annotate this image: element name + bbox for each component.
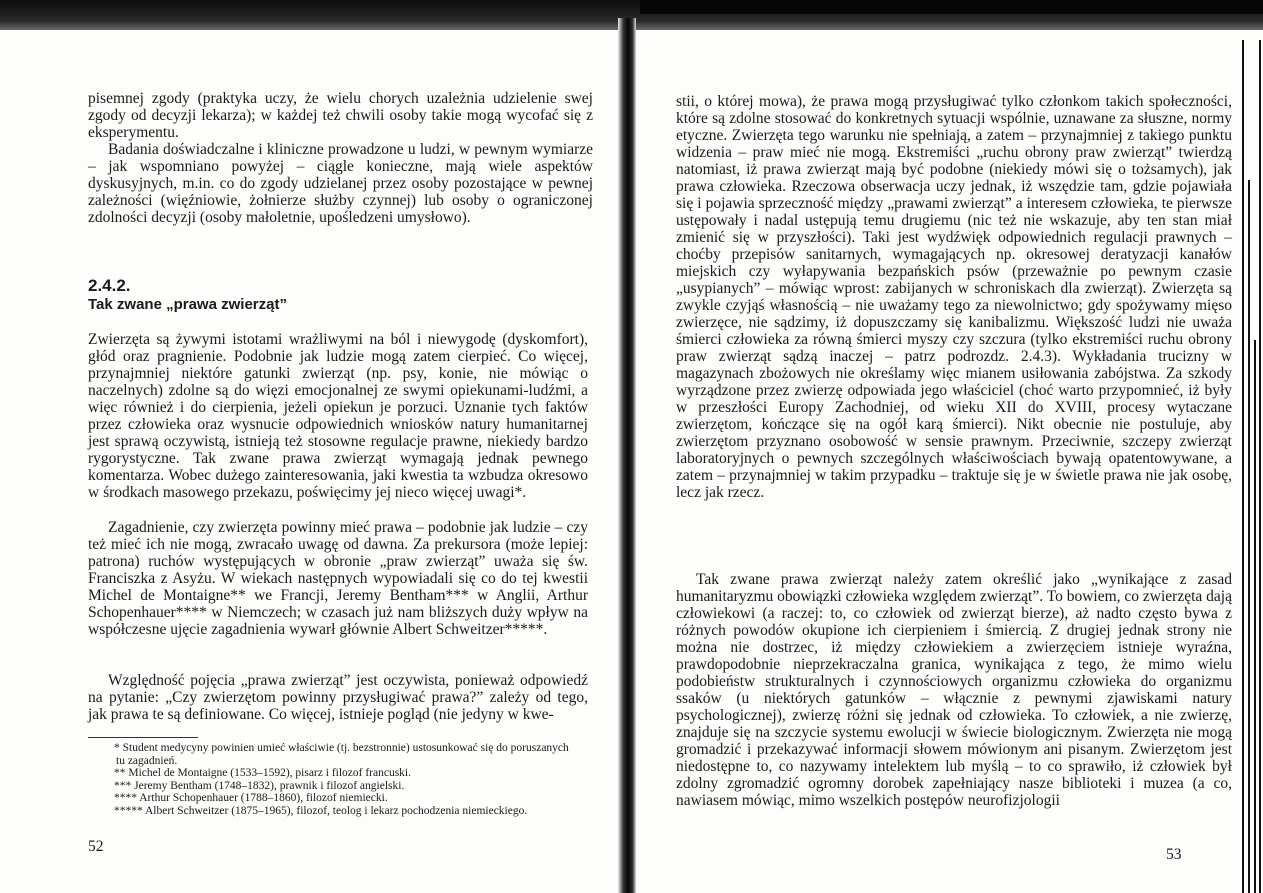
section-number: 2.4.2. [88,276,131,295]
section-paragraph-2: Zagadnienie, czy zwierzęta powinny mieć prawa – podobnie jak ludzie – czy też mieć ich nie mogą, zwracało uwagę od dawna. Za prekursora (może lepiej: patrona) ruchów występujących w obronie „praw zwierząt” uważa się św. Franciszka z Asyżu. W wiekach następnych wypowiadali się co do tej kwestii Michel de Montaigne** we Francji, Jeremy Bentham*** w Anglii, Arthur Schopenhauer**** w Niemczech; w czasach już nam bliższych duży wpływ na współczesne ujęcie zagadnienia wywarł głównie Albert Schweitzer*****. [88,519,588,638]
page-number-right: 53 [1166,846,1182,863]
footnotes [88,742,580,817]
section-title: Tak zwane „prawa zwierząt” [88,296,287,313]
section-paragraph-3: Względność pojęcia „prawa zwierząt” jest oczywista, ponieważ odpowiedź na pytanie: „Czy zwierzętom powinny przysługiwać prawa?” zależy od tego, jak prawa te są definiowane. Co więcej, istnieje pogląd (nie jedyny w kwe- [88,672,588,723]
footnote-1: * Student medycyny powinien umieć właściwie (tj. bezstronnie) ustosunkować się do poruszanych tu zagadnień. [114,742,569,767]
right-paragraph-1: stii, o której mowa), że prawa mogą przysługiwać tylko członkom takich społeczności, które są zdolne stosować do konkretnych sytuacji wspólnie, uznawane za słuszne, normy etyczne. Zwierzęta tego warunku nie spełniają, a zatem – przynajmniej z takiego punktu widzenia – praw mieć nie mogą. Ekstremiści „ruchu obrony praw zwierząt” twierdzą natomiast, iż prawa zwierząt mają być podobne (niekiedy mówi się o tożsamych), jak prawa człowieka. Rzeczowa obserwacja uczy jednak, iż wszędzie tam, gdzie pojawiała się i pojawia sprzeczność między „prawami zwierząt” a interesem człowieka, te pierwsze ustępowały i nadal ustępują temu drugiemu (nic też nie wskazuje, aby ten stan miał zmienić się w przyszłości). Taki jest wydźwięk odpowiednich regulacji prawnych – choćby przepisów sanitarnych, wymagających np. okresowej deratyzacji kanałów miejskich czy wyłapywania bezpańskich psów (przeważnie po pewnym czasie „usypianych” – mówiąc wprost: zabijanych w schroniskach dla zwierząt). Zwierzęta są zwykle czyjąś własnością – nie uważamy tego za niewolnictwo; gdy spożywamy mięso zwierzęce, nie sądzimy, iż dopuszczamy się kanibalizmu. Większość ludzi nie uważa śmierci człowieka za równą śmierci myszy czy szczura (tylko ekstremiści ruchu obrony praw zwierząt sądzą inaczej – patrz podrozdz. 2.4.3). Wykładania trucizny w magazynach zbożowych nie określamy więc mianem usiłowania zabójstwa. Za szkody wyrządzone przez zwierzę odpowiada jego właściciel (choć warto przypomnieć, iż były w przeszłości Europy Zachodniej, od wieku XII do XVIII, procesy wytaczane zwierzętom, kończące się na ogół karą śmierci). Nikt obecnie nie postuluje, aby zwierzętom przyznano osobowość w sensie prawnym. Przeciwnie, szczepy zwierząt laboratoryjnych o pewnych szczególnych właściwościach bywają opatentowywane, a zatem – przynajmniej w takim przypadku – traktuje się je w świetle prawa nie jak osobę, lecz jak rzecz. [676,93,1232,501]
footnote-2: ** Michel de Montaigne (1533–1592), pisarz i filozof francuski. [114,767,412,779]
book-spine [618,18,636,893]
footnote-3: *** Jeremy Bentham (1748–1832), prawnik i filozof angielski. [114,779,405,792]
right-paragraph-2: Tak zwane prawa zwierząt należy zatem określić jako „wynikające z zasad humanitaryzmu obowiązki człowieka względem zwierząt”. To bowiem, co zwierzęta dają człowiekowi (a raczej: to, co człowiek od zwierząt bierze), aż nadto często bywa z różnych powodów okupione ich cierpieniem i śmiercią. Z drugiej jednak strony nie można nie dostrzec, iż między człowiekiem a zwierzęciem istnieje wyraźna, prawdopodobnie nieprzekraczalna granica, wynikająca z tego, że mimo wielu podobieństw strukturalnych i czynnościowych organizmu człowieka do organizmu ssaków (u niektórych gatunków – włącznie z pewnymi zjawiskami natury psychologicznej), zwierzę różni się jednak od człowieka. To człowiek, a nie zwierzę, znajduje się na szczycie systemu ewolucji w świecie biologicznym. Zwierzęta nie mogą gromadzić i przekazywać informacji słowem mówionym ani pisanym. Zwierzętom jest niedostępne to, co nazywamy intelektem lub myślą – to co sprawiło, iż człowiek był zdolny zgromadzić ogromny dorobek zapełniający nasze biblioteki i muzea (a co, nawiasem mówiąc, mimo wszelkich postępów neurofizjologii [676,571,1232,809]
section-paragraph-1: Zwierzęta są żywymi istotami wrażliwymi na ból i niewygodę (dyskomfort), głód oraz pragnienie. Podobnie jak ludzie mogą zatem cierpieć. Co więcej, przynajmniej niektóre gatunki zwierząt (np. psy, konie, nie mówiąc o naczelnych) zdolne są do więzi emocjonalnej ze swymi opiekunami-ludźmi, a więc również i do cierpienia, jeżeli opiekun je porzuci. Uznanie tych faktów przez człowieka oraz wysnucie odpowiednich wniosków natury humanitarnej jest sprawą oczywistą, istnieją też stosowne regulacje prawne, niekiedy bardzo rygorystyczne. Tak zwane prawa zwierząt wymagają jednak pewnego komentarza. Wobec dużego zainteresowania, jaki kwestia ta wzbudza okresowo w środkach masowego przekazu, poświęcimy jej nieco więcej uwagi*. [88,331,588,501]
page-edge-stripes [1236,40,1263,893]
footnote-5: ***** Albert Schweitzer (1875–1965), filozof, teolog i lekarz pochodzenia niemieckiego. [114,804,528,817]
left-paragraph-1: pisemnej zgody (praktyka uczy, że wielu chorych uzależnia udzielenie swej zgody od decyzji lekarza); w każdej też chwili osoby takie mogą wycofać się z eksperymentu. [88,90,593,141]
right-page [636,0,1236,893]
left-page [0,0,618,893]
footnote-rule [88,737,198,738]
footnote-4: **** Arthur Schopenhauer (1788–1860), filozof niemiecki. [114,792,388,804]
left-paragraph-2: Badania doświadczalne i kliniczne prowadzone u ludzi, w pewnym wymiarze – jak wspomniano powyżej – ciągle konieczne, mają wiele aspektów dyskusyjnych, m.in. co do zgody udzielanej przez osoby pozostające w pewnej zależności (więźniowie, żołnierze służby czynnej) lub osoby o ograniczonej zdolności decyzji (osoby małoletnie, upośledzeni umysłowo). [88,141,593,226]
page-number-left: 52 [88,838,104,855]
